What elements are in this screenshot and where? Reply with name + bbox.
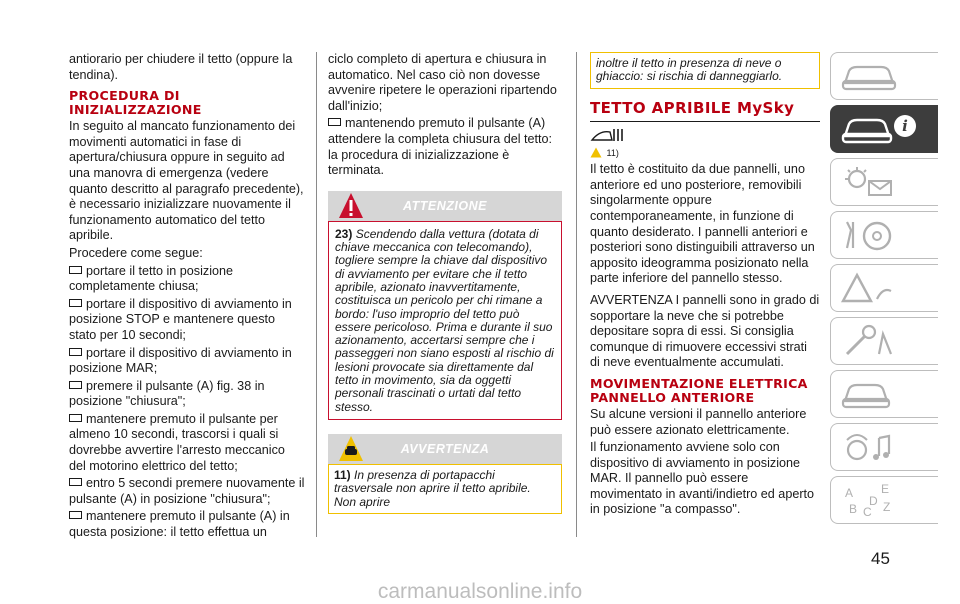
tab-multimedia[interactable] <box>830 423 938 471</box>
note-text: inoltre il tetto in presenza di neve o ghiaccio: si rischia di danneggiarlo. <box>596 56 783 84</box>
bullet-item: entro 5 secondi premere nuovamente il pulsante (A) in posizione "chiusura"; <box>69 476 305 506</box>
wrench-icon <box>839 324 899 360</box>
roof-symbol-row <box>590 126 820 146</box>
svg-text:i: i <box>902 117 908 135</box>
svg-text:A: A <box>845 486 854 500</box>
warning-text: Scendendo dalla vettura (dotata di chiave meccanica con telecomando), togliere sempre la chiave dal dispositivo di avviamento per evitare che il tetto apribile, azionato inavvertitamente, costituisca un pericolo per chi rimane a bordo: l'uso improprio del tetto può essere pericoloso. Prima e durante il suo azionamento, accertarsi sempre che i passeggeri non siano esposti al rischio di lesioni provocate sia direttamente dal tetto in movimento, sia da oggetti personali trascinati o urtati dal tetto stesso. <box>335 226 554 414</box>
page-number: 45 <box>871 549 890 568</box>
note-text: In presenza di portapacchi trasversale non aprire il tetto apribile. Non aprire <box>334 467 531 509</box>
sunroof-icon <box>590 126 626 144</box>
paragraph: Il tetto è costituito da due pannelli, uno anteriore ed uno posteriore, removibili singolarmente oppure contemporaneamente, in funzione di quanto desiderato. I pannelli anteriori e posteriori sono distinguibili attraverso un apposito ideogramma posizionato nella parte inferiore del pannello stesso. <box>590 162 815 286</box>
svg-text:B: B <box>849 502 858 516</box>
tab-car-overview[interactable] <box>830 52 938 100</box>
svg-text:E: E <box>881 483 890 496</box>
reference-row <box>590 146 820 162</box>
car-info-icon <box>839 112 919 148</box>
avvertenza-header <box>328 434 562 464</box>
bullet-icon <box>69 348 82 356</box>
paragraph: Il funzionamento avviene solo con dispositivo di avviamento in posizione MAR. Il pannello può essere movimentato in avanti/indietro ed aperto in posizione "a compasso". <box>590 440 815 517</box>
index-icon <box>839 483 909 519</box>
svg-text:C: C <box>863 505 872 519</box>
car-icon <box>839 59 899 95</box>
tab-technical-data[interactable] <box>830 370 938 418</box>
column-right <box>590 52 820 520</box>
bullet-item: mantenere premuto il pulsante (A) in questa posizione: il tetto effettua un <box>69 509 290 540</box>
attenzione-header <box>328 191 562 221</box>
warning-number: 23) <box>335 226 353 241</box>
tab-maintenance[interactable] <box>830 317 938 365</box>
attenzione-label: ATTENZIONE <box>403 198 487 213</box>
tab-index[interactable] <box>830 476 938 524</box>
steering-icon <box>839 218 899 254</box>
media-icon <box>839 430 899 466</box>
watermark: carmanualsonline.info <box>377 580 583 603</box>
bullet-item: portare il dispositivo di avviamento in posizione MAR; <box>69 345 292 376</box>
bullet-icon <box>69 478 82 486</box>
paragraph: AVVERTENZA I pannelli sono in grado di sopportare la neve che si potrebbe depositare sopra di essi. Si consiglia comunque di rimuovere eccessivi strati di neve eventualmente accumulati. <box>590 292 820 370</box>
bullet-item: portare il dispositivo di avviamento in posizione STOP e mantenere questo stato per 10 secondi; <box>69 296 292 342</box>
bullet-item: portare il tetto in posizione completamente chiusa; <box>69 263 234 294</box>
bullet-item: premere il pulsante (A) fig. 38 in posizione "chiusura"; <box>69 378 265 409</box>
svg-text:D: D <box>869 494 878 508</box>
note-continuation-box <box>590 52 820 89</box>
section-title: TETTO APRIBILE MySky <box>590 101 820 123</box>
bullet-icon <box>69 511 82 519</box>
column-divider <box>576 52 577 537</box>
column-middle <box>328 52 562 514</box>
paragraph: In seguito al mancato funzionamento dei movimenti automatici in fase di apertura/chiusura oppure in seguito ad una manovra di emergenza (vedere quanto descritto al paragrafo precedente), è necessario inizializzare nuovamente il funzionamento automatico del tetto apribile. <box>69 119 304 243</box>
bullet-item: mantenere premuto il pulsante per almeno 10 secondi, trascorsi i quali si dovrebbe avvertire l'arresto meccanico del motorino elettrico del tetto; <box>69 411 285 473</box>
avvertenza-label: AVVERTENZA <box>400 441 490 456</box>
column-divider <box>316 52 317 537</box>
tab-lights[interactable] <box>830 158 938 206</box>
reference-number: 11) <box>606 148 619 159</box>
section-heading-movimentazione: MOVIMENTAZIONE ELETTRICA PANNELLO ANTERIORE <box>590 375 808 405</box>
bullet-icon <box>69 266 82 274</box>
car-tools-icon <box>839 377 899 413</box>
bullet-item: mantenendo premuto il pulsante (A) attendere la completa chiusura del tetto: la procedura di inizializzazione è terminata. <box>328 116 553 178</box>
lights-icon <box>839 165 899 201</box>
tab-emergency[interactable] <box>830 264 938 312</box>
tab-safety[interactable] <box>830 211 938 259</box>
paragraph: Su alcune versioni il pannello anteriore può essere azionato elettricamente. <box>590 406 807 437</box>
bullet-icon <box>328 118 341 126</box>
paragraph: antiorario per chiudere il tetto (oppure la tendina). <box>69 52 293 82</box>
section-heading-inizializzazione: PROCEDURA DI INIZIALIZZAZIONE <box>69 88 202 118</box>
bullet-icon <box>69 381 82 389</box>
warning-box <box>328 221 562 420</box>
note-box <box>328 464 562 514</box>
tab-knowing-vehicle[interactable] <box>830 105 938 153</box>
bullet-icon <box>69 414 82 422</box>
warning-triangle-icon <box>839 271 899 307</box>
note-number: 11) <box>334 467 351 482</box>
bullet-icon <box>69 299 82 307</box>
column-left <box>69 52 305 543</box>
svg-text:Z: Z <box>883 500 891 514</box>
paragraph: Procedere come segue: <box>69 245 203 260</box>
caution-small-icon <box>590 147 602 158</box>
paragraph: ciclo completo di apertura e chiusura in automatico. Nel caso ciò non dovesse avvenire ripetere le operazioni ripartendo dall'inizio; <box>328 52 557 113</box>
